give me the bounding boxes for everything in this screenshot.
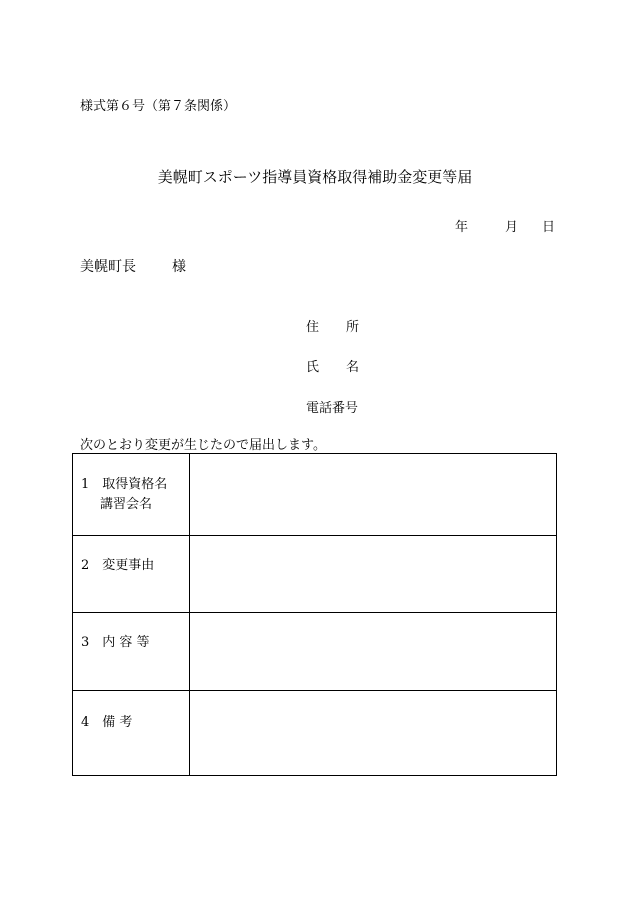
- date-month-label: 月: [505, 220, 519, 235]
- applicant-address-label: [306, 316, 359, 335]
- applicant-name-label: [306, 356, 359, 375]
- form-title: 美幌町スポーツ指導員資格取得補助金変更等届: [157, 168, 473, 186]
- qualification-value-cell[interactable]: [190, 454, 557, 536]
- details-value-cell[interactable]: [190, 613, 557, 691]
- change-reason-label: 2 変更事由: [81, 558, 155, 573]
- applicant-phone-label: 電話番号: [306, 401, 359, 416]
- remarks-label-cell: [73, 691, 190, 776]
- name-char-2: 名: [346, 360, 360, 375]
- date-row: [455, 216, 555, 235]
- table-row-change-reason: [73, 536, 557, 613]
- address-char-1: 住: [306, 320, 320, 335]
- form-number: 様式第６号（第７条関係）: [80, 99, 237, 114]
- details-label-cell: [73, 613, 190, 691]
- remarks-label: 4 備 考: [81, 715, 133, 730]
- course-name-label: 講習会名: [100, 497, 153, 512]
- addressee: [80, 256, 186, 276]
- addressee-honorific: 様: [172, 259, 186, 275]
- change-reason-label-cell: [73, 536, 190, 613]
- address-char-2: 所: [346, 320, 360, 335]
- table-row-qualification: [73, 454, 557, 536]
- table-row-remarks: [73, 691, 557, 776]
- date-day-label: 日: [542, 220, 556, 235]
- qualification-label: 1 取得資格名: [81, 477, 168, 492]
- intro-text: 次のとおり変更が生じたので届出します。: [80, 438, 326, 453]
- addressee-name: 美幌町長: [80, 259, 136, 275]
- table-row-details: [73, 613, 557, 691]
- qualification-label-cell: [73, 454, 190, 536]
- date-year-label: 年: [455, 220, 469, 235]
- change-details-table: [72, 453, 557, 776]
- name-char-1: 氏: [306, 360, 320, 375]
- details-label: 3 内 容 等: [81, 635, 150, 650]
- remarks-value-cell[interactable]: [190, 691, 557, 776]
- change-reason-value-cell[interactable]: [190, 536, 557, 613]
